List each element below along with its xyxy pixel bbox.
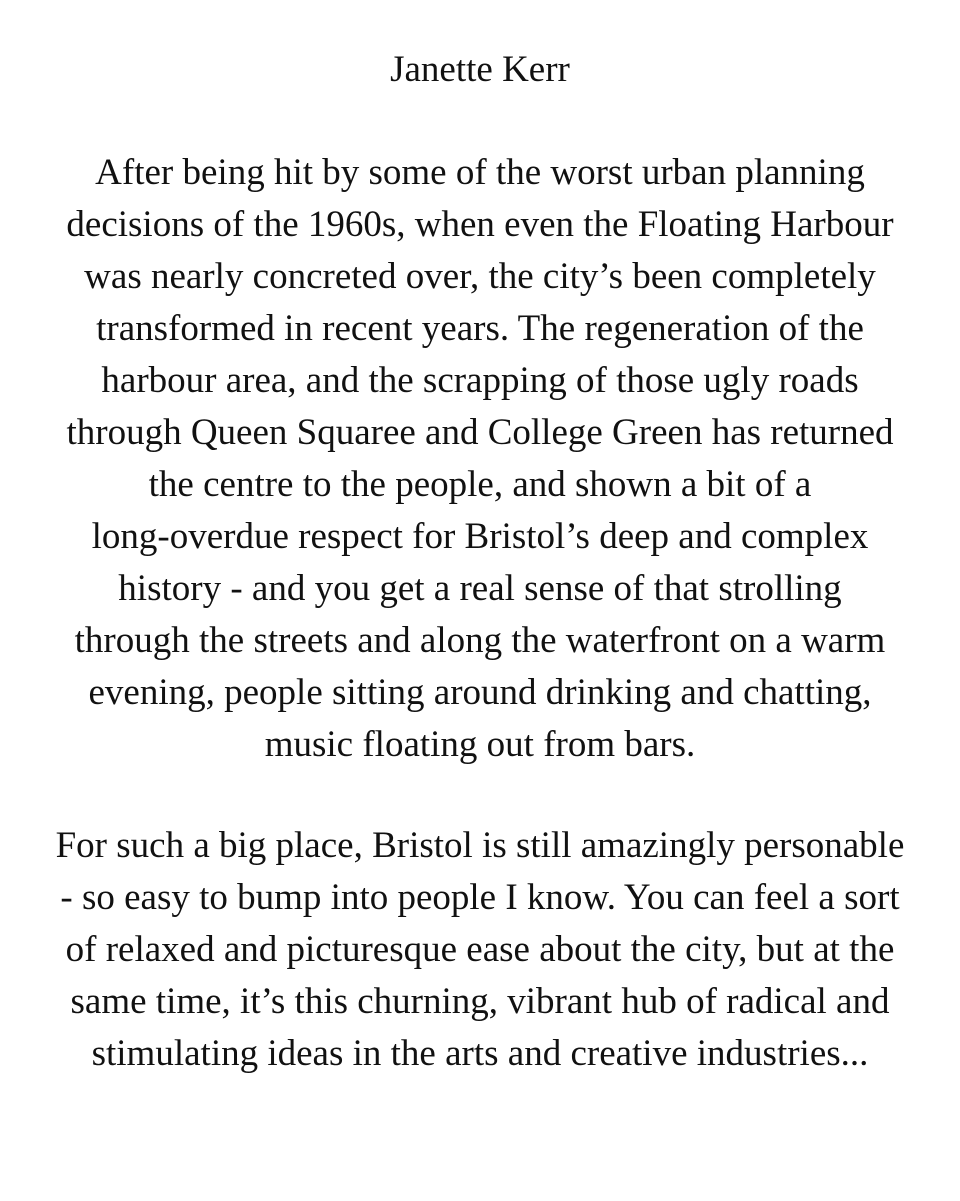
author-name: Janette Kerr [390,49,570,90]
paragraph-line: For such a big place, Bristol is still amazingly personable [55,825,905,866]
paragraph-line: same time, it’s this churning, vibrant hub of radical and [70,981,890,1022]
paragraph-line: was nearly concreted over, the city’s been completely [84,256,876,297]
paragraph-line: music floating out from bars. [264,724,696,765]
paragraph-line: the centre to the people, and shown a bit of a [148,464,812,505]
paragraph-line: through the streets and along the waterfront on a warm [74,620,886,661]
paragraph-line: After being hit by some of the worst urban planning [95,152,865,193]
quote-paragraph [0,820,960,1080]
paragraph-line: - so easy to bump into people I know. You can feel a sort [60,877,900,918]
paragraph-line: long-overdue respect for Bristol’s deep and complex [91,516,869,557]
quote-paragraph [0,147,960,771]
paragraph-line: transformed in recent years. The regeneration of the [96,308,864,349]
paragraph-line: evening, people sitting around drinking and chatting, [88,672,872,713]
paragraph-line: history - and you get a real sense of that strolling [118,568,842,609]
paragraph-line: through Queen Squaree and College Green has returned [66,412,894,453]
paragraph-line: harbour area, and the scrapping of those ugly roads [101,360,859,401]
paragraph-line: stimulating ideas in the arts and creative industries... [91,1033,869,1074]
paragraph-line: of relaxed and picturesque ease about the city, but at the [65,929,895,970]
paragraph-line: decisions of the 1960s, when even the Floating Harbour [66,204,894,245]
